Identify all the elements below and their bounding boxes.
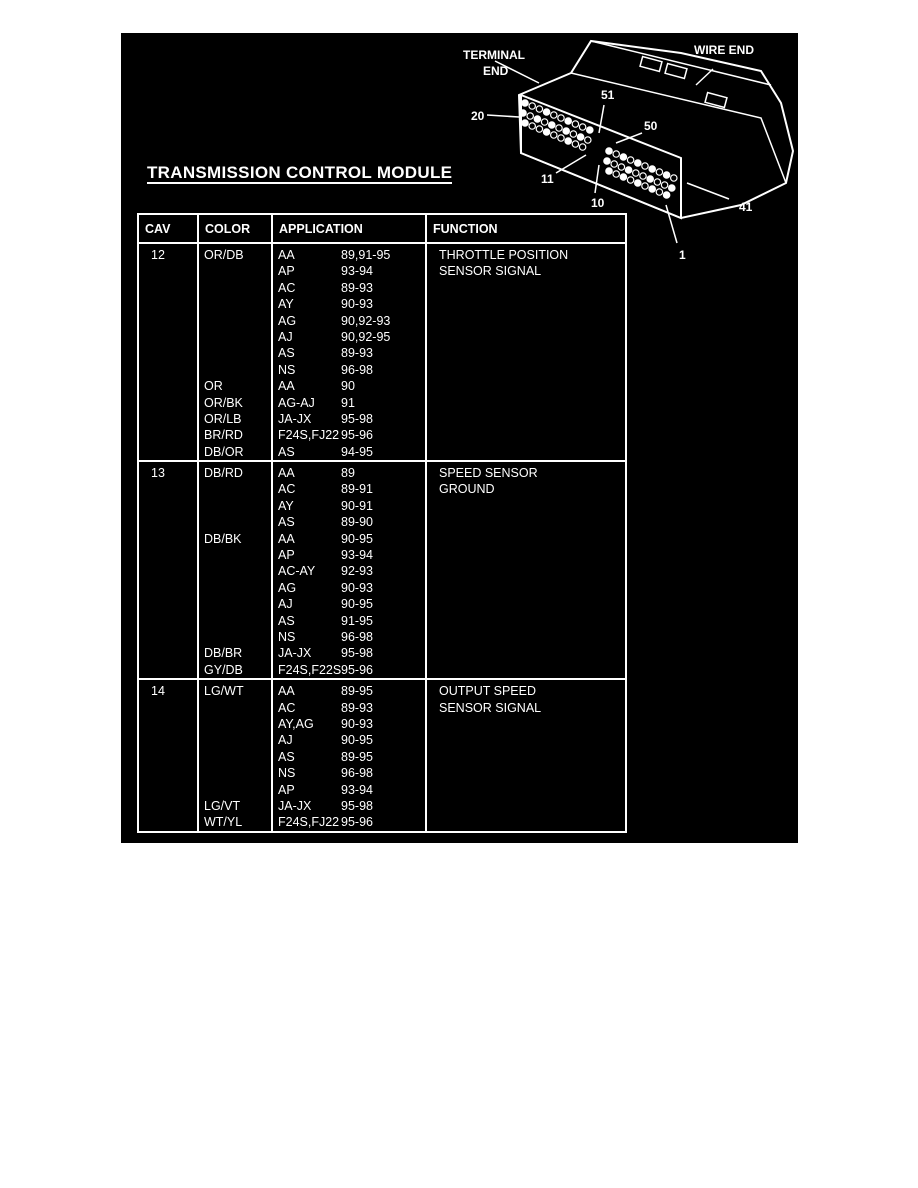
application-line (278, 765, 420, 781)
model-years: 93-94 (341, 264, 373, 279)
connector-pin (522, 100, 528, 106)
model-years: 89-93 (341, 280, 373, 295)
connector-pin (661, 182, 667, 188)
leader-pin-20 (487, 115, 519, 117)
connector-pin (649, 166, 655, 172)
header-color: COLOR (198, 214, 272, 243)
application-line (278, 716, 420, 732)
function-text: THROTTLE POSITION (439, 248, 569, 262)
connector-pin (649, 186, 655, 192)
wire-color (204, 580, 266, 596)
cav-number: 12 (151, 248, 165, 262)
application-line (278, 596, 420, 612)
application-line (278, 700, 420, 716)
application-code: AP (278, 782, 295, 797)
application-code: AS (278, 346, 295, 361)
connector-pin (625, 167, 631, 173)
header-function: FUNCTION (426, 214, 626, 243)
application-line (278, 465, 420, 481)
application-code: AG-AJ (278, 395, 315, 410)
connector-pin (647, 176, 653, 182)
connector-pin (551, 132, 557, 138)
application-code: AP (278, 264, 295, 279)
connector-pin (606, 168, 612, 174)
cell-application (272, 243, 426, 461)
model-years: 90-95 (341, 733, 373, 748)
wire-color: BR/RD (204, 428, 243, 443)
connector-pin (627, 157, 633, 163)
wire-color (204, 329, 266, 345)
model-years: 93-94 (341, 782, 373, 797)
function-text: SENSOR SIGNAL (439, 700, 542, 715)
connector-pin (570, 131, 576, 137)
wire-color (204, 280, 266, 296)
wire-color (204, 629, 266, 645)
connector-pin (627, 177, 633, 183)
label-terminal: TERMINAL (463, 48, 525, 62)
connector-pin (642, 183, 648, 189)
cell-color (198, 461, 272, 679)
model-years: 90-93 (341, 580, 373, 595)
application-code: AC (278, 482, 296, 497)
wire-color: LG/VT (204, 798, 241, 813)
wire-color: WT/YL (204, 815, 243, 830)
model-years: 89,91-95 (341, 248, 391, 262)
cell-cav (138, 679, 198, 832)
application-line (278, 313, 420, 329)
connector-pin (543, 129, 549, 135)
cell-function (426, 461, 626, 679)
wire-color (204, 313, 266, 329)
connector-pin (556, 125, 562, 131)
connector-pin (640, 173, 646, 179)
model-years: 90-95 (341, 531, 373, 546)
connector-pin (656, 189, 662, 195)
application-line (278, 345, 420, 361)
connector-pin (663, 172, 669, 178)
application-code: JA-JX (278, 798, 312, 813)
model-years: 95-96 (341, 428, 373, 443)
application-line (278, 481, 420, 497)
application-line (278, 378, 420, 394)
page-title: TRANSMISSION CONTROL MODULE (147, 163, 453, 182)
model-years: 95-98 (341, 646, 373, 661)
connector-pin (529, 123, 535, 129)
wire-color (204, 782, 266, 798)
application-code: NS (278, 362, 296, 377)
application-code: AA (278, 379, 295, 394)
label-pin-11: 11 (541, 172, 554, 186)
wire-color (204, 481, 266, 497)
wire-color: DB/BK (204, 531, 242, 546)
connector-pin (565, 118, 571, 124)
application-code: F24S,FJ22 (278, 815, 340, 830)
wire-color: DB/OR (204, 444, 244, 459)
application-code: AJ (278, 733, 293, 748)
connector-pin (536, 106, 542, 112)
connector-pin (549, 122, 555, 128)
connector-pin (642, 163, 648, 169)
model-years: 89-91 (341, 482, 373, 497)
application-line (278, 547, 420, 563)
connector-pin (587, 127, 593, 133)
cell-cav (138, 243, 198, 461)
wire-color (204, 498, 266, 514)
connector-pin (671, 175, 677, 181)
model-years: 96-98 (341, 766, 373, 781)
model-years: 93-94 (341, 548, 373, 563)
application-line (278, 798, 420, 814)
table-row (138, 243, 626, 461)
connector-pin (541, 119, 547, 125)
connector-pin (558, 115, 564, 121)
label-pin-10: 10 (591, 196, 605, 210)
application-code: AS (278, 444, 295, 459)
connector-pin (520, 110, 526, 116)
wire-color (204, 732, 266, 748)
application-code: JA-JX (278, 646, 312, 661)
label-pin-50: 50 (644, 119, 658, 133)
wire-color: LG/WT (204, 684, 244, 699)
application-code: AC (278, 700, 296, 715)
model-years: 92-93 (341, 564, 373, 579)
application-line (278, 683, 420, 699)
wire-color (204, 716, 266, 732)
model-years: 95-96 (341, 815, 373, 830)
wire-color: OR/DB (204, 248, 244, 262)
application-line (278, 613, 420, 629)
application-code: JA-JX (278, 411, 312, 426)
scanned-page (121, 33, 798, 843)
application-code: F24S,FJ22 (278, 428, 340, 443)
model-years: 89-90 (341, 515, 373, 530)
function-text: OUTPUT SPEED (439, 684, 537, 699)
connector-pin (613, 171, 619, 177)
connector-pin (572, 121, 578, 127)
label-pin-51: 51 (601, 88, 615, 102)
cell-application (272, 679, 426, 832)
wire-color (204, 345, 266, 361)
application-line (278, 645, 420, 661)
wire-color (204, 596, 266, 612)
application-code: NS (278, 629, 296, 644)
connector-pin (572, 141, 578, 147)
label-pin-20: 20 (471, 109, 485, 123)
label-wire-end: WIRE END (694, 43, 754, 57)
model-years: 89-95 (341, 684, 373, 699)
table-header-row (138, 214, 626, 243)
application-line (278, 296, 420, 312)
wire-color (204, 765, 266, 781)
model-years: 89-93 (341, 346, 373, 361)
application-code: AG (278, 580, 297, 595)
connector-pin (606, 148, 612, 154)
application-line (278, 531, 420, 547)
connector-pin (635, 180, 641, 186)
wire-color (204, 296, 266, 312)
model-years: 90 (341, 379, 355, 394)
application-code: AY (278, 297, 294, 312)
wire-color (204, 749, 266, 765)
connector-pin (654, 179, 660, 185)
connector-pin (563, 128, 569, 134)
cell-function (426, 243, 626, 461)
application-line (278, 427, 420, 443)
wire-color (204, 563, 266, 579)
cell-function (426, 679, 626, 832)
wire-color (204, 362, 266, 378)
connector-pin (620, 154, 626, 160)
application-code: AJ (278, 597, 293, 612)
cav-number: 13 (151, 466, 165, 481)
application-code: AA (278, 248, 295, 262)
application-line (278, 444, 420, 460)
application-code: AY (278, 498, 294, 513)
application-line (278, 563, 420, 579)
connector-pin (669, 185, 675, 191)
function-text: SPEED SENSOR (439, 466, 538, 481)
application-line (278, 247, 420, 263)
pinout-table (137, 213, 627, 833)
application-line (278, 749, 420, 765)
label-end: END (483, 64, 509, 78)
connector-pin (577, 134, 583, 140)
model-years: 91-95 (341, 613, 373, 628)
model-years: 94-95 (341, 444, 373, 459)
connector-pin (527, 113, 533, 119)
wire-color (204, 263, 266, 279)
connector-pin (529, 103, 535, 109)
wire-color (204, 700, 266, 716)
connector-pin (613, 151, 619, 157)
connector-pin (579, 124, 585, 130)
model-years: 96-98 (341, 362, 373, 377)
application-code: AP (278, 548, 295, 563)
wire-color: DB/BR (204, 646, 243, 661)
wire-color (204, 547, 266, 563)
application-code: AC (278, 280, 296, 295)
header-cav: CAV (138, 214, 198, 243)
connector-pin (604, 158, 610, 164)
model-years: 89-95 (341, 749, 373, 764)
wire-color: GY/DB (204, 662, 243, 677)
connector-pin (618, 164, 624, 170)
model-years: 95-98 (341, 411, 373, 426)
model-years: 95-96 (341, 662, 373, 677)
model-years: 96-98 (341, 629, 373, 644)
connector-pin (620, 174, 626, 180)
model-years: 90,92-95 (341, 329, 391, 344)
connector-pin (534, 116, 540, 122)
model-years: 91 (341, 395, 355, 410)
application-code: F24S,F22S (278, 662, 342, 677)
application-code: AA (278, 531, 295, 546)
model-years: 90,92-93 (341, 313, 391, 328)
model-years: 90-91 (341, 498, 373, 513)
table-row (138, 461, 626, 679)
wire-color: OR/LB (204, 411, 242, 426)
connector-pin (543, 109, 549, 115)
wire-color: OR/BK (204, 395, 243, 410)
connector-pin (633, 170, 639, 176)
connector-pin (611, 161, 617, 167)
application-code: AY,AG (278, 716, 314, 731)
application-line (278, 629, 420, 645)
application-line (278, 411, 420, 427)
application-code: AS (278, 515, 295, 530)
application-line (278, 662, 420, 678)
application-line (278, 280, 420, 296)
application-line (278, 362, 420, 378)
application-line (278, 329, 420, 345)
application-code: NS (278, 766, 296, 781)
application-line (278, 498, 420, 514)
connector-pin (522, 120, 528, 126)
cav-number: 14 (151, 684, 165, 699)
connector-pin (656, 169, 662, 175)
application-line (278, 395, 420, 411)
application-line (278, 263, 420, 279)
wire-color (204, 514, 266, 530)
wire-color (204, 613, 266, 629)
model-years: 89 (341, 466, 355, 481)
connector-pin (579, 144, 585, 150)
application-line (278, 814, 420, 830)
model-years: 90-95 (341, 597, 373, 612)
application-line (278, 514, 420, 530)
application-code: AA (278, 466, 295, 481)
application-line (278, 782, 420, 798)
model-years: 90-93 (341, 297, 373, 312)
function-text: SENSOR SIGNAL (439, 264, 542, 279)
connector-pin (558, 135, 564, 141)
connector-pin (565, 138, 571, 144)
cell-color (198, 243, 272, 461)
application-line (278, 732, 420, 748)
application-code: AC-AY (278, 564, 316, 579)
connector-pin (635, 160, 641, 166)
application-code: AJ (278, 329, 293, 344)
cell-application (272, 461, 426, 679)
cell-color (198, 679, 272, 832)
label-pin-41: 41 (739, 200, 753, 214)
table-body (138, 243, 626, 832)
model-years: 90-93 (341, 716, 373, 731)
table-row (138, 679, 626, 832)
application-code: AS (278, 613, 295, 628)
connector-pin (663, 192, 669, 198)
wire-color: OR (204, 379, 223, 394)
application-code: AA (278, 684, 295, 699)
connector-pin (536, 126, 542, 132)
header-application: APPLICATION (272, 214, 426, 243)
wire-color: DB/RD (204, 466, 243, 481)
application-code: AG (278, 313, 297, 328)
connector-pin (551, 112, 557, 118)
application-code: AS (278, 749, 295, 764)
cell-cav (138, 461, 198, 679)
application-line (278, 580, 420, 596)
model-years: 95-98 (341, 798, 373, 813)
connector-pin (585, 137, 591, 143)
model-years: 89-93 (341, 700, 373, 715)
function-text: GROUND (439, 482, 495, 497)
label-pin-1: 1 (679, 248, 686, 262)
